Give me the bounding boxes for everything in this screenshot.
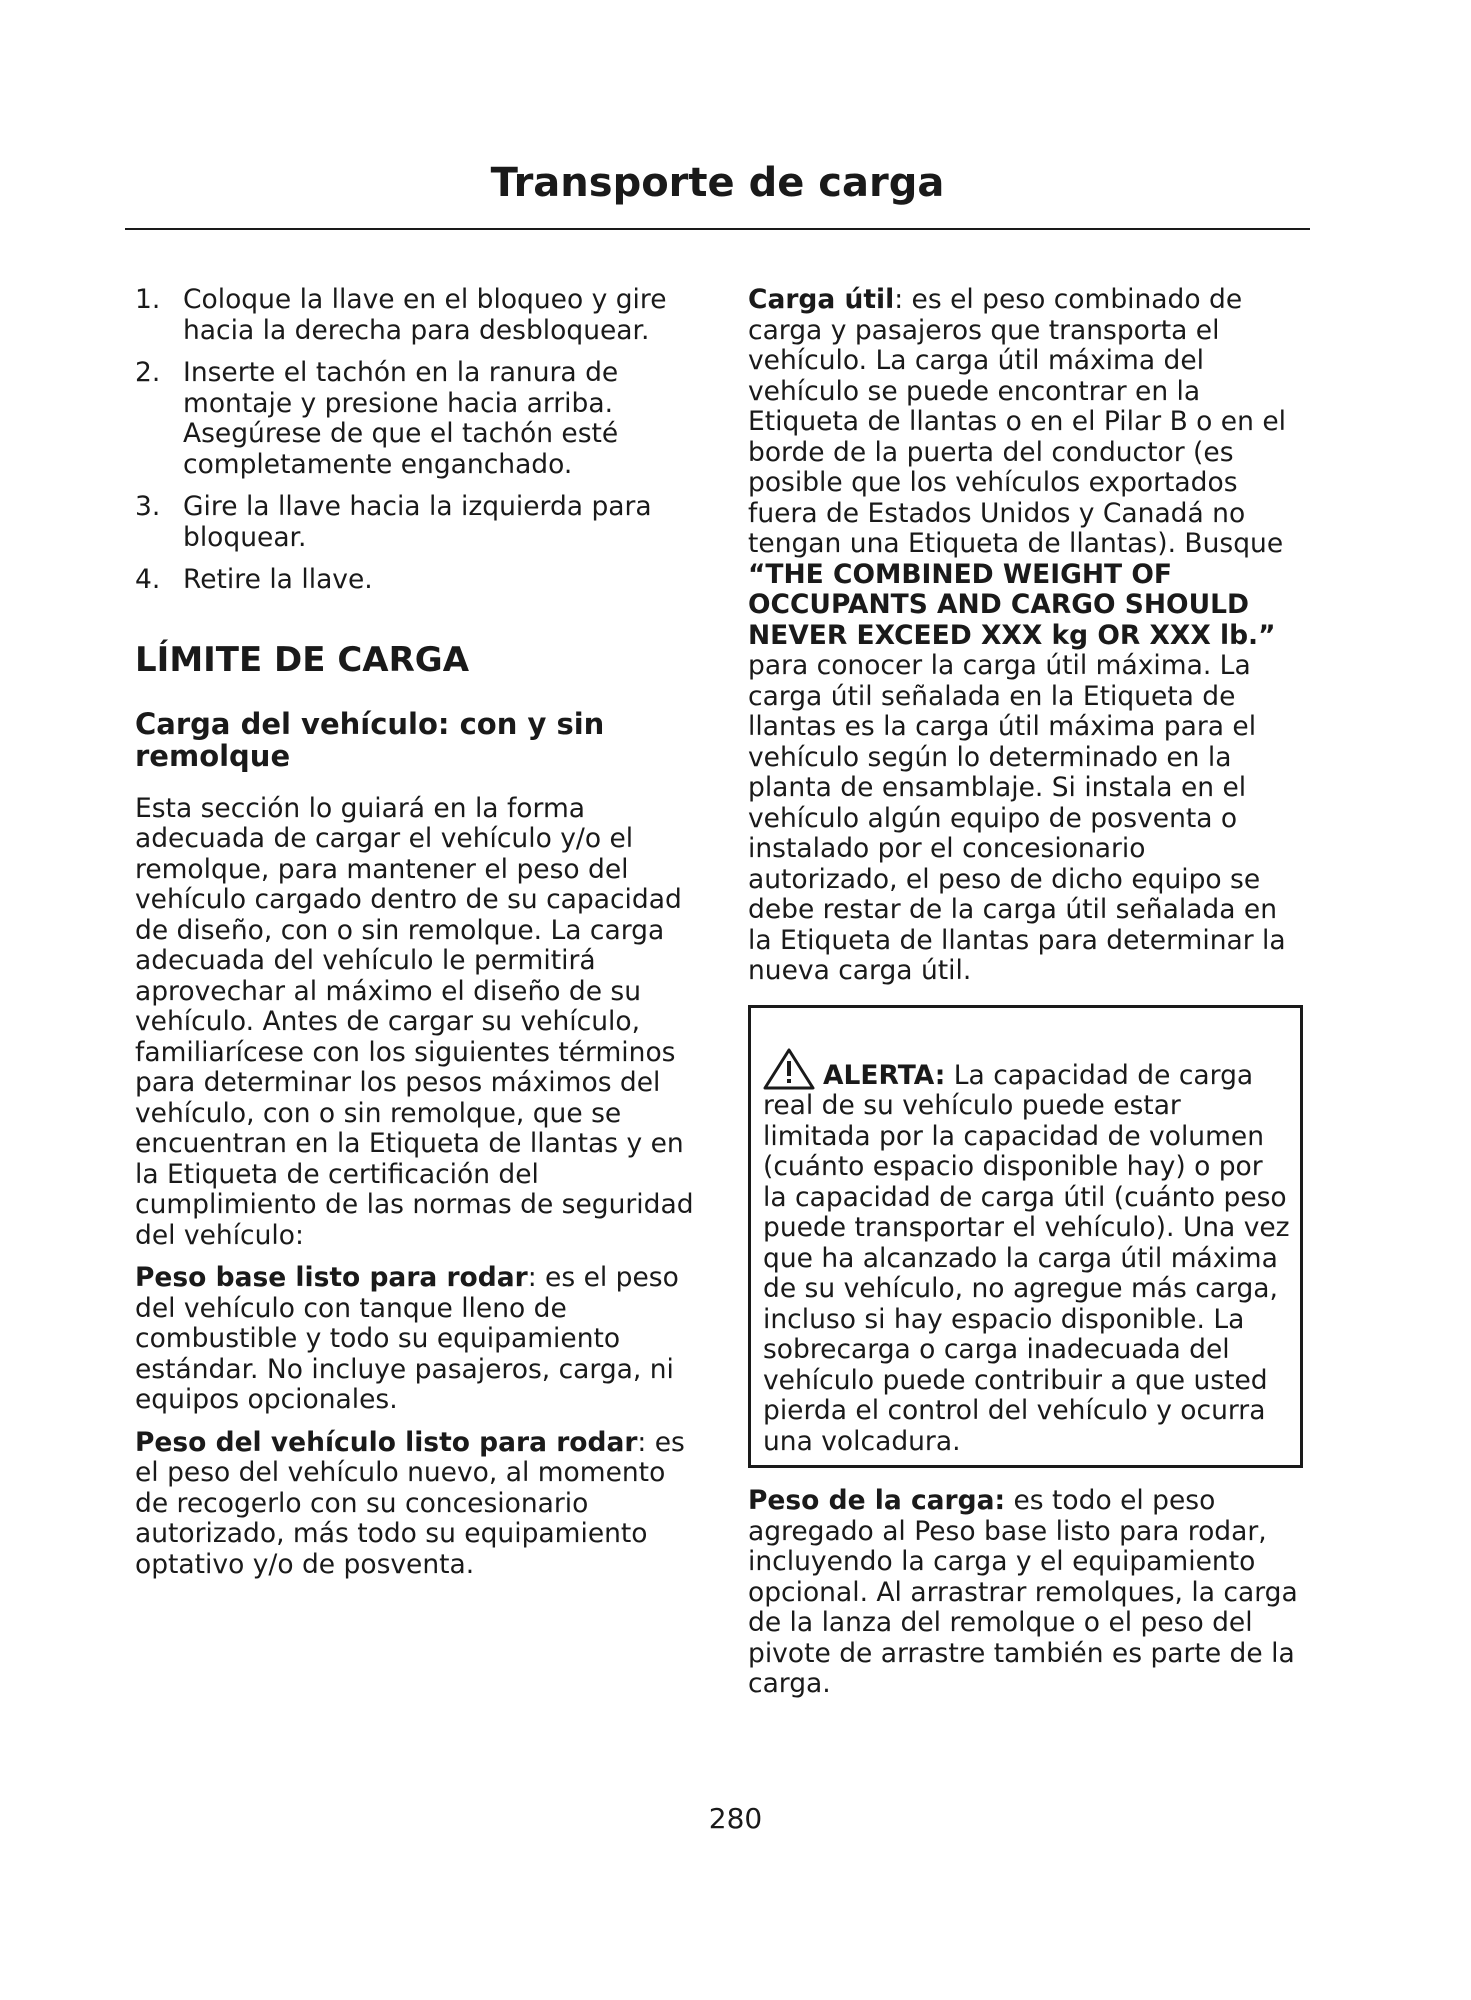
- definition-peso-base: [135, 1263, 695, 1416]
- definition-text: : es el peso del vehículo con tanque lleno de combustible y todo su equipamiento estándar. No incluye pasajeros, carga, ni equipos opcionales.: [135, 1262, 679, 1415]
- step-item: [135, 285, 695, 346]
- title-divider: [125, 228, 1310, 230]
- definition-carga-util: [748, 285, 1303, 987]
- warning-box: [748, 1005, 1303, 1469]
- warning-label: ALERTA:: [823, 1059, 946, 1091]
- step-text: Coloque la llave en el bloqueo y gire hacia la derecha para desbloquear.: [183, 284, 667, 346]
- page-number: 280: [708, 1802, 763, 1835]
- definition-term: Peso del vehículo listo para rodar: [135, 1426, 638, 1458]
- step-item: [135, 565, 695, 596]
- definition-text: : es el peso combinado de carga y pasajeros que transporta el vehículo. La carga útil máxima del vehículo se puede encontrar en la Etiqueta de llantas o en el Pilar B o en el borde de la puerta del conductor (es posible que los vehículos exportados fuera de Estados Unidos y Canadá no tengan una Etiqueta de llantas). Busque: [748, 284, 1286, 559]
- step-text: Retire la llave.: [183, 564, 373, 595]
- step-text: Inserte el tachón en la ranura de montaje y presione hacia arriba. Asegúrese de que el tachón esté completamente enganchado.: [183, 357, 619, 480]
- section-heading: LÍMITE DE CARGA: [135, 639, 470, 680]
- left-column: [135, 285, 695, 1592]
- label-quote: “THE COMBINED WEIGHT OF OCCUPANTS AND CARGO SHOULD NEVER EXCEED XXX kg OR XXX lb.”: [748, 558, 1276, 651]
- warning-triangle-icon: [763, 1048, 815, 1090]
- step-number: 1.: [135, 284, 161, 315]
- step-item: [135, 358, 695, 480]
- step-item: [135, 492, 695, 553]
- definition-text: es todo el peso agregado al Peso base listo para rodar, incluyendo la carga y el equipamiento opcional. Al arrastrar remolques, la carga de la lanza del remolque o el peso del pivote de arrastre también es parte de la carga.: [748, 1485, 1298, 1699]
- step-number: 4.: [135, 564, 161, 595]
- definition-term: Peso de la carga:: [748, 1485, 1006, 1516]
- page-title: Transporte de carga: [490, 160, 945, 206]
- step-text: Gire la llave hacia la izquierda para bloquear.: [183, 491, 652, 553]
- definition-term: Carga útil: [748, 284, 895, 315]
- step-number: 2.: [135, 357, 161, 388]
- right-column: [748, 285, 1303, 1712]
- definition-peso-carga: [748, 1486, 1303, 1700]
- warning-text: La capacidad de carga real de su vehículo puede estar limitada por la capacidad de volumen (cuánto espacio disponible hay) o por la capacidad de carga útil (cuánto peso puede transportar el vehículo). Una vez que ha alcanzado la carga útil máxima de su vehículo, no agregue más carga, incluso si hay espacio disponible. La sobrecarga o carga inadecuada del vehículo puede contribuir a que usted pierda el control del vehículo y ocurra una volcadura.: [763, 1059, 1290, 1457]
- subsection-heading: Carga del vehículo: con y sin remolque: [135, 706, 605, 773]
- intro-paragraph: Esta sección lo guiará en la forma adecuada de cargar el vehículo y/o el remolque, para mantener el peso del vehículo cargado dentro de su capacidad de diseño, con o sin remolque. La carga adecuada del vehículo le permitirá aprovechar al máximo el diseño de su vehículo. Antes de cargar su vehículo, familiarícese con los siguientes términos para determinar los pesos máximos del vehículo, con o sin remolque, que se encuentran en la Etiqueta de llantas y en la Etiqueta de certificación del cumplimiento de las normas de seguridad del vehículo:: [135, 792, 694, 1251]
- definition-peso-vehiculo: [135, 1428, 695, 1581]
- definition-text: : es el peso del vehículo nuevo, al momento de recogerlo con su concesionario autorizado, más todo su equipamiento optativo y/o de posventa.: [135, 1426, 685, 1580]
- step-number: 3.: [135, 491, 161, 522]
- definition-term: Peso base listo para rodar: [135, 1262, 528, 1293]
- instruction-steps: [135, 285, 695, 596]
- definition-text: para conocer la carga útil máxima. La carga útil señalada en la Etiqueta de llantas es la carga útil máxima para el vehículo según lo determinado en la planta de ensamblaje. Si instala en el vehículo algún equipo de posventa o instalado por el concesionario autorizado, el peso de dicho equipo se debe restar de la carga útil señalada en la Etiqueta de llantas para determinar la nueva carga útil.: [748, 650, 1286, 986]
